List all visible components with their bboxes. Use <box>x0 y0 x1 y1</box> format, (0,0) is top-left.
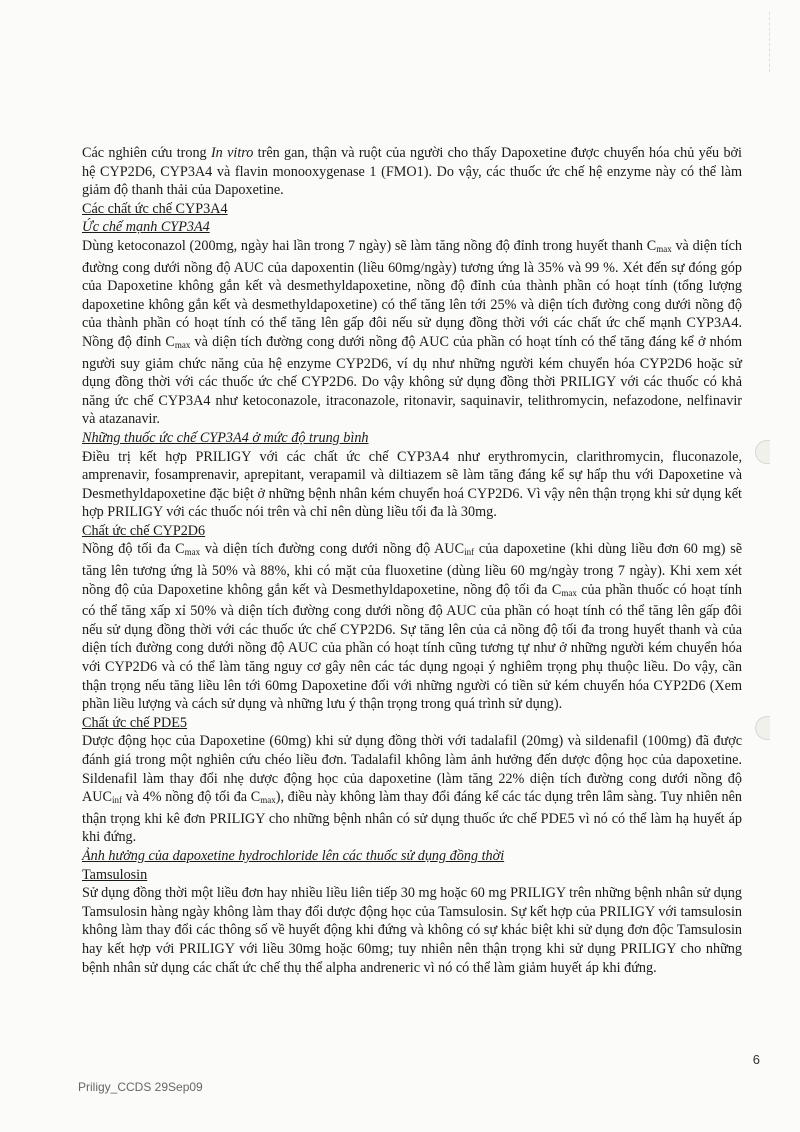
page-number: 6 <box>752 1052 760 1067</box>
strong-cyp3a4-paragraph: Dùng ketoconazol (200mg, ngày hai lần trong 7 ngày) sẽ làm tăng nồng độ đỉnh trong huyết thanh $C_{max}$ và diện tích đường cong dưới nồng độ AUC của dapoxentin (liều 60mg/ngày) tương ứng là 35% và 99 %. Xét đến sự đóng góp của Dapoxetine không gắn kết và desmethyldapoxetine, nồng độ đỉnh của thành phần có hoạt tính (tổng lượng dapoxetine không gắn kết và desmethyldapoxetine) có thể tăng lên tới 25% và diện tích đường cong dưới nồng độ của thành phần có hoạt tính có thể tăng lên gấp đôi nếu sử dụng đồng thời với các chất ức chế mạnh CYP3A4. Nồng độ đỉnh $C_{max}$ và diện tích đường cong dưới nồng độ AUC của phần có hoạt tính có thể tăng đáng kể ở nhóm người suy giảm chức năng của hệ enzyme CYP2D6, ví dụ như những người kém chuyển hóa CYP2D6 hoặc sử dụng đồng thời với các thuốc ức chế CYP2D6. Do vậy không sử dụng đồng thời PRILIGY với các thuốc có khả năng ức chế CYP3A4 như ketoconazole, itraconazole, ritonavir, saquinavir, telithromycin, nefazodone, nelfinavir và atazanavir. <box>82 237 742 428</box>
heading-moderate-cyp3a4: Những thuốc ức chế CYP3A4 ở mức độ trung bình <box>82 429 369 446</box>
edge-mark <box>769 12 782 72</box>
moderate-cyp3a4-paragraph: Điều trị kết hợp PRILIGY với các chất ức chế CYP3A4 như erythromycin, clarithromycin, fluconazole, amprenavir, fosamprenavir, aprepitant, verapamil và diltiazem sẽ làm tăng đáng kể sự hấp thu với Dapoxetine và Desmethyldapoxetine đặc biệt ở những bệnh nhân kém chuyển hoá CYP2D6. Vì vậy nên thận trọng khi sử dụng kết hợp PRILIGY với các thuốc nói trên và chỉ nên dùng liều tối đa là 30mg. <box>82 448 742 521</box>
punch-hole <box>755 440 770 464</box>
heading-tamsulosin: Tamsulosin <box>82 866 148 883</box>
heading-cyp3a4-inhibitors: Các chất ức chế CYP3A4 <box>82 200 228 217</box>
footer-doc-id: Priligy_CCDS 29Sep09 <box>78 1080 203 1094</box>
tamsulosin-paragraph: Sử dụng đồng thời một liều đơn hay nhiều liều liên tiếp 30 mg hoặc 60 mg PRILIGY trên những bệnh nhân sử dụng Tamsulosin hàng ngày không làm thay đổi dược động học của Tamsulosin. Sự kết hợp của PRILIGY với tamsulosin không làm thay đổi các thông số về huyết động khi đứng và không có sự khác biệt khi sử dụng đơn độc Tamsulosin hay kết hợp với PRILIGY với liều 30mg hoặc 60mg; tuy nhiên nên thận trọng khi sử dụng PRILIGY cho những bệnh nhân sử dụng các chất ức chế thụ thể alpha andreneric vì nó có thể làm giảm huyết áp khi đứng. <box>82 885 742 976</box>
cyp2d6-paragraph: Nồng độ tối đa $C_{max}$ và diện tích đường cong dưới nồng độ $AUC_{inf}$ của dapoxetine (khi dùng liều đơn 60 mg) sẽ tăng lên tương ứng là 50% và 88%, khi có mặt của fluoxetine (dùng liều 60 mg/ngày trong 7 ngày). Khi xem xét nồng độ của Dapoxetine không gắn kết và Desmethyldapoxetine, nồng độ tối đa $C_{max}$ của phần thuốc có hoạt tính có thể tăng xấp xỉ 50% và diện tích đường cong dưới nồng độ AUC của phần có hoạt tính có thể tăng lên gấp đôi nếu sử dụng đồng thời với các thuốc ức chế CYP2D6. Sự tăng lên của cả nồng độ tối đa trong huyết thanh và của diện tích đường cong dưới nồng độ AUC của phần có hoạt tính cũng tương tự như ở những người kém chuyển hóa với CYP2D6 và có thể làm tăng nguy cơ gây nên các tác dụng ngoại ý nghiêm trọng phụ thuộc liều. Do vậy, cần thận trọng nếu tăng liều lên tới 60mg Dapoxetine đối với những người có tiền sử kém chuyển hóa CYP2D6 (Xem phần liều lượng và cách sử dụng và những lưu ý thận trọng trong quá trình sử dụng). <box>82 541 743 713</box>
heading-effect-on-other-drugs: Ảnh hưởng của dapoxetine hydrochloride lên các thuốc sử dụng đồng thời <box>82 847 505 864</box>
heading-pde5-inhibitors: Chất ức chế PDE5 <box>82 714 188 731</box>
punch-hole <box>755 716 770 740</box>
heading-cyp2d6-inhibitors: Chất ức chế CYP2D6 <box>82 522 206 539</box>
document-body <box>82 144 742 977</box>
intro-paragraph: Các nghiên cứu trong In vitro trên gan, thận và ruột của người cho thấy Dapoxetine được chuyển hóa chủ yếu bởi hệ CYP2D6, CYP3A4 và flavin monooxygenase 1 (FMO1). Do vậy, các thuốc ức chế hệ enzyme này có thể làm giảm độ thanh thải của Dapoxetine. <box>82 145 742 199</box>
pde5-paragraph: Dược động học của Dapoxetine (60mg) khi sử dụng đồng thời với tadalafil (20mg) và sildenafil (100mg) đã được đánh giá trong một nghiên cứu chéo liều đơn. Tadalafil không làm ảnh hưởng đến dược động học của dapoxetine. Sildenafil làm thay đổi nhẹ dược động học của dapoxetine (làm tăng 22% diện tích đường cong dưới nồng độ $AUC_{inf}$ và 4% nồng độ tối đa $C_{max}$), điều này không làm thay đổi đáng kể các tác dụng trên lâm sàng. Tuy nhiên nên thận trọng khi kê đơn PRILIGY cho những bệnh nhân có sử dụng thuốc ức chế PDE5 vì nó có thể làm hạ huyết áp khi đứng. <box>82 733 742 846</box>
heading-strong-cyp3a4: Ức chế mạnh CYP3A4 <box>82 219 210 236</box>
